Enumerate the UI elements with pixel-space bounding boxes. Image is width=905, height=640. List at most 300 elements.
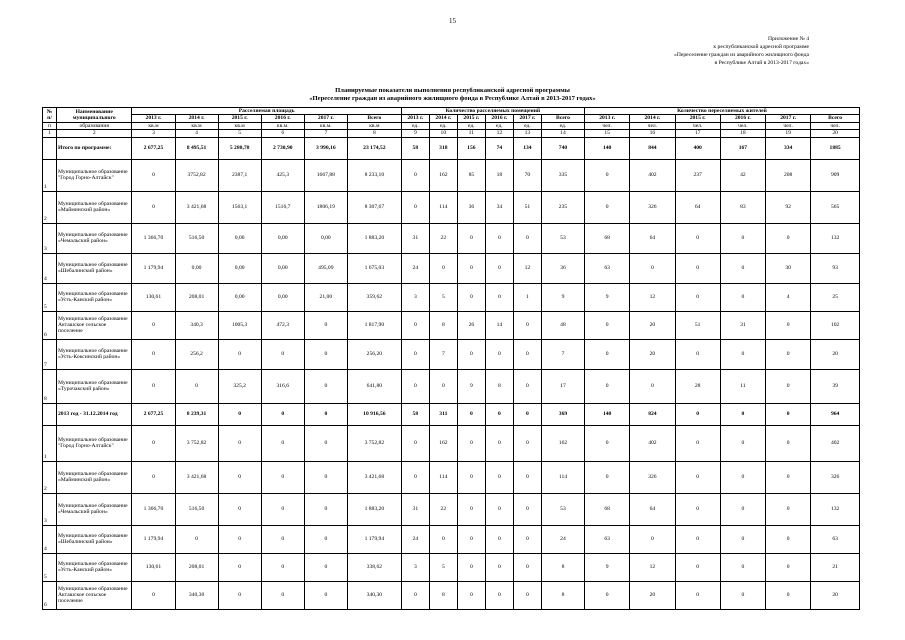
- value-cell: 0: [304, 339, 347, 369]
- value-cell: 0: [457, 581, 485, 609]
- unit-cell: кв.м: [218, 122, 261, 129]
- value-cell: 1 366,70: [132, 223, 175, 253]
- column-number: 13: [513, 130, 541, 137]
- value-cell: 0: [766, 525, 811, 553]
- row-number: 1: [43, 159, 57, 191]
- header-year: 2013 г.: [585, 115, 630, 122]
- value-cell: 0: [766, 493, 811, 525]
- value-cell: 0: [585, 191, 630, 223]
- value-cell: 0: [766, 369, 811, 403]
- value-cell: 64: [675, 191, 720, 223]
- value-cell: 326: [630, 191, 675, 223]
- value-cell: 12: [513, 253, 541, 283]
- value-cell: 26: [457, 311, 485, 339]
- header-num: № п/: [43, 108, 57, 123]
- value-cell: 9: [541, 283, 584, 311]
- value-cell: 8 239,31: [175, 403, 218, 425]
- document-title: [0, 87, 905, 103]
- municipality-name: Муниципальное образование «Шебалинский район»: [57, 525, 132, 553]
- table-row: [43, 159, 860, 191]
- value-cell: 4: [766, 283, 811, 311]
- value-cell: 208,01: [175, 553, 218, 581]
- value-cell: 235: [541, 191, 584, 223]
- value-cell: 3 752,82: [347, 425, 401, 461]
- value-cell: 162: [429, 425, 457, 461]
- value-cell: 0: [304, 525, 347, 553]
- value-cell: 21,00: [304, 283, 347, 311]
- unit-cell: ед.: [429, 122, 457, 129]
- column-number: 12: [485, 130, 513, 137]
- value-cell: 0: [485, 525, 513, 553]
- column-number: 14: [541, 130, 584, 137]
- header-year: 2015 г.: [675, 115, 720, 122]
- value-cell: 0: [261, 525, 304, 553]
- value-cell: 53: [541, 493, 584, 525]
- value-cell: 964: [811, 403, 860, 425]
- value-cell: 102: [811, 311, 860, 339]
- value-cell: 256,2: [175, 339, 218, 369]
- column-number: 11: [457, 130, 485, 137]
- value-cell: 0: [485, 493, 513, 525]
- column-number: 17: [675, 130, 720, 137]
- value-cell: 140: [585, 403, 630, 425]
- value-cell: 8: [541, 553, 584, 581]
- value-cell: 3 752,82: [175, 425, 218, 461]
- value-cell: 0: [218, 425, 261, 461]
- header-year: 2016 г.: [720, 115, 765, 122]
- value-cell: 8 495,51: [175, 137, 218, 159]
- value-cell: 1 883,20: [347, 493, 401, 525]
- value-cell: 36: [541, 253, 584, 283]
- value-cell: 0: [513, 525, 541, 553]
- municipality-name: Муниципальное образование «Шебалинский район»: [57, 253, 132, 283]
- header-name: Наименование муниципального: [57, 108, 132, 123]
- value-cell: 0: [132, 461, 175, 493]
- value-cell: 0: [218, 403, 261, 425]
- value-cell: 0: [513, 425, 541, 461]
- value-cell: 0: [766, 223, 811, 253]
- value-cell: 208,01: [175, 283, 218, 311]
- value-cell: 24: [401, 253, 429, 283]
- value-cell: 1 883,20: [347, 223, 401, 253]
- value-cell: 402: [630, 159, 675, 191]
- header-year: 2013 г.: [132, 115, 175, 122]
- unit-cell: ед.: [401, 122, 429, 129]
- value-cell: 10 916,56: [347, 403, 401, 425]
- annex-line: в Республике Алтай в 2013-2017 годах»: [714, 60, 809, 66]
- value-cell: 909: [811, 159, 860, 191]
- value-cell: 22: [429, 493, 457, 525]
- value-cell: 31: [401, 223, 429, 253]
- value-cell: 425,3: [261, 159, 304, 191]
- value-cell: 402: [630, 425, 675, 461]
- value-cell: 0: [513, 369, 541, 403]
- value-cell: 0: [401, 311, 429, 339]
- value-cell: 0: [457, 525, 485, 553]
- value-cell: 1 179,94: [347, 525, 401, 553]
- column-number: 8: [347, 130, 401, 137]
- value-cell: 0: [720, 581, 765, 609]
- column-number: 2: [57, 130, 132, 137]
- value-cell: 3 421,68: [175, 191, 218, 223]
- value-cell: 0: [401, 369, 429, 403]
- value-cell: 17: [541, 369, 584, 403]
- row-number: 7: [43, 339, 57, 369]
- value-cell: 1563,1: [218, 191, 261, 223]
- value-cell: 0: [630, 525, 675, 553]
- value-cell: 64: [630, 223, 675, 253]
- row-number: 4: [43, 525, 57, 553]
- municipality-name: Итого по программе:: [57, 137, 132, 159]
- header-area-group: Расселяемая площадь: [132, 108, 401, 115]
- value-cell: 641,80: [347, 369, 401, 403]
- value-cell: 0: [457, 403, 485, 425]
- value-cell: 0: [218, 553, 261, 581]
- column-number: 5: [218, 130, 261, 137]
- header-total: Всего: [347, 115, 401, 122]
- value-cell: 335: [541, 159, 584, 191]
- municipality-name: Муниципальное образование «Турочакский район»: [57, 369, 132, 403]
- value-cell: 1 179,94: [132, 525, 175, 553]
- value-cell: 0: [261, 403, 304, 425]
- value-cell: 0: [457, 425, 485, 461]
- column-number: 19: [766, 130, 811, 137]
- value-cell: 1 179,94: [132, 253, 175, 283]
- header-num-cont: п: [43, 122, 57, 129]
- value-cell: 0: [132, 311, 175, 339]
- header-total: Всего: [811, 115, 860, 122]
- value-cell: 318: [429, 137, 457, 159]
- municipality-name: Муниципальное образование Акташское сельское поселение: [57, 581, 132, 609]
- value-cell: 5 280,70: [218, 137, 261, 159]
- value-cell: 3: [401, 553, 429, 581]
- value-cell: 326: [630, 461, 675, 493]
- value-cell: 0: [132, 581, 175, 609]
- value-cell: 9: [457, 369, 485, 403]
- value-cell: 0: [485, 223, 513, 253]
- value-cell: 844: [630, 137, 675, 159]
- value-cell: 0: [401, 581, 429, 609]
- unit-cell: чел.: [811, 122, 860, 129]
- column-numbers-row: [43, 130, 860, 137]
- value-cell: 8 233,10: [347, 159, 401, 191]
- value-cell: 0: [457, 283, 485, 311]
- value-cell: 130,61: [132, 553, 175, 581]
- value-cell: 0: [261, 581, 304, 609]
- table-row: [43, 191, 860, 223]
- column-number: 4: [175, 130, 218, 137]
- value-cell: 0: [675, 403, 720, 425]
- value-cell: 28: [675, 369, 720, 403]
- value-cell: 0: [175, 525, 218, 553]
- value-cell: 0: [485, 403, 513, 425]
- value-cell: 20: [630, 311, 675, 339]
- value-cell: 516,50: [175, 223, 218, 253]
- annex-note: [674, 35, 809, 67]
- value-cell: 0,00: [218, 253, 261, 283]
- value-cell: 1885: [811, 137, 860, 159]
- municipality-name: Муниципальное образование «Чемальский район»: [57, 223, 132, 253]
- value-cell: 0: [457, 223, 485, 253]
- value-cell: 0: [457, 461, 485, 493]
- header-name-cont: образования: [57, 122, 132, 129]
- value-cell: 8: [485, 369, 513, 403]
- value-cell: 0: [261, 425, 304, 461]
- value-cell: 42: [720, 159, 765, 191]
- value-cell: 0: [585, 159, 630, 191]
- table-row: [43, 403, 860, 425]
- header-year: 2014 г.: [429, 115, 457, 122]
- value-cell: 0: [675, 581, 720, 609]
- value-cell: 0: [675, 283, 720, 311]
- value-cell: 0,00: [261, 223, 304, 253]
- value-cell: 0: [457, 253, 485, 283]
- value-cell: 1806,19: [304, 191, 347, 223]
- value-cell: 0: [485, 283, 513, 311]
- value-cell: 565: [811, 191, 860, 223]
- value-cell: 30: [766, 253, 811, 283]
- row-number: 1: [43, 425, 57, 461]
- value-cell: 0: [457, 493, 485, 525]
- municipality-name: 2013 год - 31.12.2014 год: [57, 403, 132, 425]
- value-cell: 0: [585, 461, 630, 493]
- header-year: 2017 г.: [513, 115, 541, 122]
- header-year: 2014 г.: [175, 115, 218, 122]
- value-cell: 1 366,70: [132, 493, 175, 525]
- unit-cell: чел.: [720, 122, 765, 129]
- value-cell: 31: [720, 311, 765, 339]
- value-cell: 0: [766, 403, 811, 425]
- value-cell: 0: [429, 253, 457, 283]
- value-cell: 326: [811, 461, 860, 493]
- value-cell: 0: [485, 253, 513, 283]
- table-row: [43, 461, 860, 493]
- municipality-name: Муниципальное образование "Город Горно-Алтайск": [57, 159, 132, 191]
- row-number: 5: [43, 283, 57, 311]
- value-cell: 20: [811, 339, 860, 369]
- value-cell: 0: [720, 525, 765, 553]
- table-row: [43, 253, 860, 283]
- value-cell: 0: [485, 581, 513, 609]
- unit-cell: кв.м: [175, 122, 218, 129]
- table-body: [43, 137, 860, 609]
- value-cell: 0: [675, 425, 720, 461]
- value-cell: 63: [585, 253, 630, 283]
- header-year: 2015 г.: [457, 115, 485, 122]
- value-cell: 0: [675, 553, 720, 581]
- table-row: [43, 283, 860, 311]
- value-cell: 0,00: [218, 283, 261, 311]
- value-cell: 0: [675, 461, 720, 493]
- value-cell: 114: [429, 461, 457, 493]
- header-year: 2013 г.: [401, 115, 429, 122]
- table-row: [43, 581, 860, 609]
- value-cell: 0: [720, 461, 765, 493]
- value-cell: 0: [513, 339, 541, 369]
- value-cell: 0,00: [218, 223, 261, 253]
- row-number: [43, 137, 57, 159]
- value-cell: 51: [513, 191, 541, 223]
- value-cell: 68: [585, 493, 630, 525]
- value-cell: 25: [811, 283, 860, 311]
- column-number: 16: [630, 130, 675, 137]
- value-cell: 167: [720, 137, 765, 159]
- value-cell: 0: [720, 553, 765, 581]
- unit-cell: ед.: [513, 122, 541, 129]
- table-row: [43, 493, 860, 525]
- unit-cell: кв.м.: [304, 122, 347, 129]
- row-number: 3: [43, 223, 57, 253]
- row-number: 4: [43, 253, 57, 283]
- value-cell: 36: [457, 191, 485, 223]
- header-rooms-group: Количество расселяемых помещений: [401, 108, 584, 115]
- value-cell: 63: [811, 525, 860, 553]
- value-cell: 0: [304, 553, 347, 581]
- value-cell: 3: [401, 283, 429, 311]
- value-cell: 0: [218, 581, 261, 609]
- value-cell: 162: [541, 425, 584, 461]
- row-number: 8: [43, 369, 57, 403]
- municipality-name: Муниципальное образование «Чемальский район»: [57, 493, 132, 525]
- value-cell: 0: [720, 223, 765, 253]
- municipality-name: Муниципальное образование Акташское сельское поселение: [57, 311, 132, 339]
- value-cell: 0: [485, 461, 513, 493]
- header-people-group: Количество переселяемых жителей: [585, 108, 860, 115]
- value-cell: 7: [429, 339, 457, 369]
- value-cell: 8: [429, 311, 457, 339]
- value-cell: 0: [218, 339, 261, 369]
- value-cell: 3 421,68: [347, 461, 401, 493]
- value-cell: 1005,3: [218, 311, 261, 339]
- unit-cell: чел.: [675, 122, 720, 129]
- value-cell: 0: [513, 403, 541, 425]
- value-cell: 0: [304, 581, 347, 609]
- value-cell: 0: [401, 425, 429, 461]
- municipality-name: Муниципальное образование «Усть-Канский район»: [57, 283, 132, 311]
- row-number: 6: [43, 311, 57, 339]
- column-number: 6: [261, 130, 304, 137]
- value-cell: 0: [720, 493, 765, 525]
- value-cell: 2 677,25: [132, 403, 175, 425]
- value-cell: 400: [675, 137, 720, 159]
- value-cell: 132: [811, 223, 860, 253]
- column-number: 20: [811, 130, 860, 137]
- value-cell: 5: [429, 553, 457, 581]
- value-cell: 824: [630, 403, 675, 425]
- value-cell: 369: [541, 403, 584, 425]
- header-year: 2017 г.: [766, 115, 811, 122]
- value-cell: 85: [457, 159, 485, 191]
- municipality-name: Муниципальное образование «Усть-Канский район»: [57, 553, 132, 581]
- row-number: 5: [43, 553, 57, 581]
- value-cell: 0: [132, 191, 175, 223]
- annex-line: к республиканской адресной программе: [713, 44, 809, 50]
- header-year: 2016 г.: [261, 115, 304, 122]
- value-cell: 2 677,25: [132, 137, 175, 159]
- value-cell: 0: [513, 553, 541, 581]
- header-year: 2014 г.: [630, 115, 675, 122]
- value-cell: 0: [720, 339, 765, 369]
- value-cell: 70: [513, 159, 541, 191]
- value-cell: 5: [429, 283, 457, 311]
- value-cell: 0: [429, 525, 457, 553]
- value-cell: 20: [811, 581, 860, 609]
- value-cell: 156: [457, 137, 485, 159]
- value-cell: 208: [766, 159, 811, 191]
- value-cell: 34: [485, 191, 513, 223]
- value-cell: 31: [401, 493, 429, 525]
- value-cell: 0: [401, 339, 429, 369]
- value-cell: 3752,82: [175, 159, 218, 191]
- table-row: [43, 369, 860, 403]
- unit-cell: ед.: [485, 122, 513, 129]
- value-cell: 0: [513, 311, 541, 339]
- value-cell: 0: [675, 493, 720, 525]
- value-cell: 0: [720, 403, 765, 425]
- value-cell: 334: [766, 137, 811, 159]
- value-cell: 516,50: [175, 493, 218, 525]
- value-cell: 0: [304, 425, 347, 461]
- municipality-name: Муниципальное образование «Майминский район»: [57, 191, 132, 223]
- value-cell: 0: [585, 581, 630, 609]
- value-cell: 130,61: [132, 283, 175, 311]
- value-cell: 0: [720, 253, 765, 283]
- value-cell: 22: [429, 223, 457, 253]
- row-number: 3: [43, 493, 57, 525]
- value-cell: 11: [720, 369, 765, 403]
- unit-cell: чел.: [766, 122, 811, 129]
- table-row: [43, 425, 860, 461]
- value-cell: 0,00: [261, 283, 304, 311]
- title-line: «Переселение граждан из аварийного жилищного фонда в Республике Алтай в 2013-2017 годах»: [309, 95, 596, 102]
- header-total: Всего: [541, 115, 584, 122]
- value-cell: 340,30: [347, 581, 401, 609]
- value-cell: 24: [401, 525, 429, 553]
- value-cell: 0: [675, 253, 720, 283]
- value-cell: 0: [218, 493, 261, 525]
- value-cell: 74: [485, 137, 513, 159]
- value-cell: 21: [811, 553, 860, 581]
- value-cell: 8: [541, 581, 584, 609]
- value-cell: 0: [132, 339, 175, 369]
- value-cell: 0: [485, 425, 513, 461]
- value-cell: 0: [429, 369, 457, 403]
- value-cell: 0: [304, 311, 347, 339]
- value-cell: 1 675,03: [347, 253, 401, 283]
- value-cell: 0: [401, 461, 429, 493]
- value-cell: 20: [630, 581, 675, 609]
- row-number: [43, 403, 57, 425]
- value-cell: 23 174,52: [347, 137, 401, 159]
- value-cell: 0: [585, 311, 630, 339]
- value-cell: 1 817,90: [347, 311, 401, 339]
- value-cell: 53: [541, 223, 584, 253]
- table-row: [43, 137, 860, 159]
- value-cell: 338,62: [347, 553, 401, 581]
- unit-cell: ед.: [541, 122, 584, 129]
- table-row: [43, 525, 860, 553]
- value-cell: 0: [766, 425, 811, 461]
- column-number: 7: [304, 130, 347, 137]
- value-cell: 0: [304, 403, 347, 425]
- value-cell: 9: [585, 283, 630, 311]
- value-cell: 58: [401, 403, 429, 425]
- value-cell: 0: [513, 493, 541, 525]
- value-cell: 83: [720, 191, 765, 223]
- value-cell: 256,20: [347, 339, 401, 369]
- value-cell: 0: [766, 581, 811, 609]
- header-year: 2017 г.: [304, 115, 347, 122]
